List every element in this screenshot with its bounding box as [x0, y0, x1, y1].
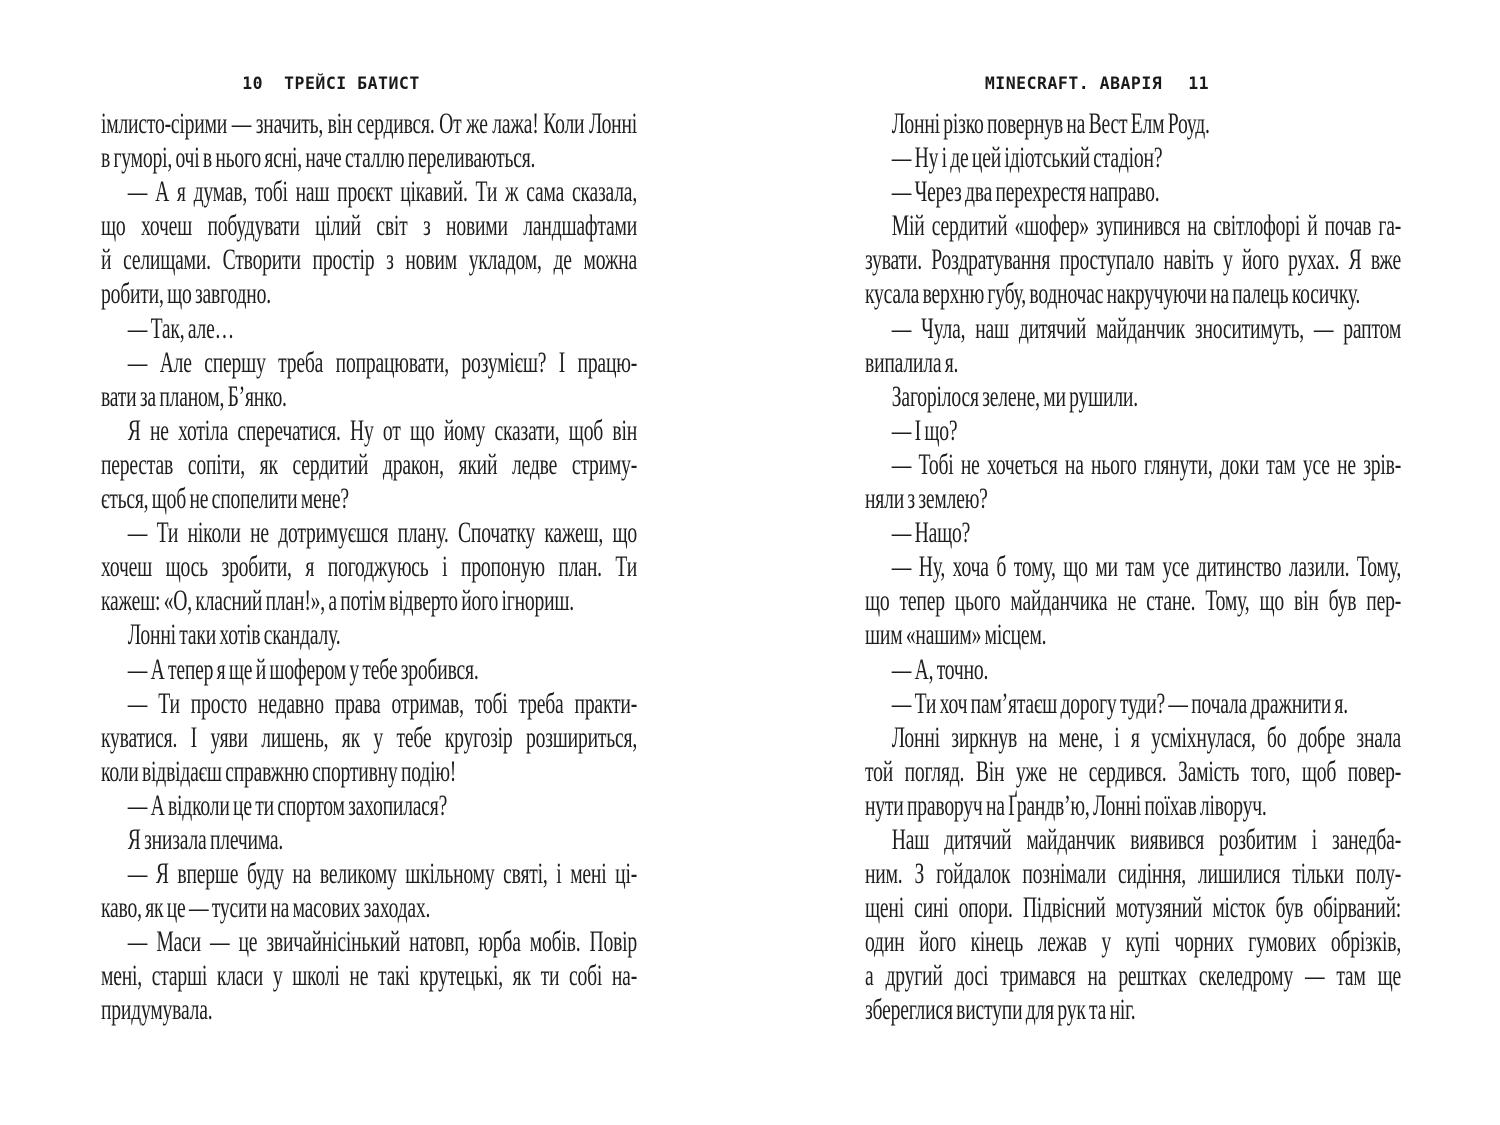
page-number-right: 11	[1188, 74, 1210, 93]
text-line: імлисто-сірими — значить, він сердився. От же лажа! Коли Лонні	[101, 107, 638, 140]
paragraph	[865, 380, 1401, 414]
text-line: Наш дитячий майданчик виявився розбитим і занедба-	[891, 822, 1402, 856]
paragraph	[101, 687, 637, 789]
text-line: зувати. Роздратування проступало навіть у його рухах. Я вже	[865, 243, 1402, 277]
text-line: Я не хотіла сперечатися. Ну от що йому сказати, щоб він	[127, 413, 638, 447]
text-line: шим «нашим» місцем.	[865, 618, 1047, 652]
text-line: вати за планом, Б’янко.	[101, 379, 287, 413]
text-line: куватися. І уяви лишень, як у тебе кругозір розшириться,	[101, 720, 638, 754]
text-line: — Нащо?	[891, 516, 971, 550]
paragraph	[101, 618, 637, 652]
page-text-left	[101, 107, 637, 1028]
paragraph	[101, 346, 637, 414]
text-line: Загорілося зелене, ми рушили.	[891, 379, 1138, 413]
text-line: й селищами. Створити простір з новим укладом, де можна	[101, 243, 638, 277]
text-line: мені, старші класи у школі не такі крутецькі, як ти собі на-	[101, 959, 638, 993]
text-line: Лонні зиркнув на мене, і я усміхнулася, бо добре знала	[891, 720, 1402, 754]
text-line: Лонні таки хотів скандалу.	[127, 618, 341, 652]
paragraph	[101, 653, 637, 687]
paragraph	[101, 516, 637, 618]
book-page-right	[750, 0, 1500, 1125]
text-line: няли з землею?	[865, 482, 988, 516]
page-text-right	[865, 107, 1401, 1028]
text-line: збереглися виступи для рук та ніг.	[865, 993, 1136, 1027]
paragraph	[865, 312, 1401, 380]
paragraph	[865, 550, 1401, 652]
paragraph	[865, 209, 1401, 311]
paragraph	[865, 516, 1401, 550]
text-line: — Ти просто недавно права отримав, тобі треба практи-	[127, 686, 638, 720]
text-line: — Через два перехрестя направо.	[891, 175, 1160, 209]
text-line: — Ну і де цей ідіотський стадіон?	[891, 141, 1163, 175]
text-line: ється, щоб не спопелити мене?	[101, 482, 349, 516]
text-line: — А відколи це ти спортом захопилася?	[127, 788, 448, 822]
paragraph	[865, 107, 1401, 141]
text-line: Я знизала плечима.	[127, 822, 284, 856]
page-number-left: 10	[242, 74, 264, 93]
text-line: — Я вперше буду на великому шкільному святі, і мені ці-	[127, 857, 638, 891]
text-line: кажеш: «О, класний план!», а потім відверто його ігнориш.	[101, 584, 575, 618]
paragraph	[865, 653, 1401, 687]
text-line: — Ти ніколи не дотримуєшся плану. Спочатку кажеш, що	[127, 516, 638, 550]
text-line: в гуморі, очі в нього ясні, наче сталлю переливаються.	[101, 141, 536, 175]
paragraph	[101, 107, 637, 175]
paragraph	[865, 141, 1401, 175]
text-line: — А я думав, тобі наш проєкт цікавий. Ти ж сама сказала,	[127, 175, 638, 209]
paragraph	[865, 414, 1401, 448]
running-title-author: ТРЕЙСІ БАТИСТ	[284, 74, 420, 93]
paragraph	[101, 857, 637, 925]
text-line: каво, як це — тусити на масових заходах.	[101, 891, 431, 925]
paragraph	[865, 721, 1401, 823]
text-line: — Але спершу треба попрацювати, розумієш? І працю-	[127, 345, 638, 379]
text-line: один його кінець лежав у купі чорних гумових обрізків,	[865, 925, 1402, 959]
text-line: — А тепер я ще й шофером у тебе зробився.	[127, 652, 479, 686]
text-line: — А, точно.	[891, 652, 989, 686]
text-line: випалила я.	[865, 345, 959, 379]
text-line: що хочеш побудувати цілий світ з новими ландшафтами	[101, 209, 638, 243]
text-line: що тепер цього майданчика не стане. Тому, що він був пер-	[865, 584, 1402, 618]
text-line: придумувала.	[101, 993, 213, 1027]
text-line: хочеш щось зробити, я погоджуюсь і пропоную план. Ти	[101, 550, 638, 584]
running-title-book: MINECRAFT. АВАРІЯ	[984, 74, 1163, 93]
text-line: а другий досі тримався на рештках скеледрому — там ще	[865, 959, 1402, 993]
paragraph	[865, 175, 1401, 209]
paragraph	[101, 823, 637, 857]
text-line: — Тобі не хочеться на нього глянути, доки там усе не зрів-	[891, 447, 1402, 481]
paragraph	[101, 414, 637, 516]
paragraph	[865, 687, 1401, 721]
text-line: Мій сердитий «шофер» зупинився на світлофорі й почав га-	[891, 209, 1402, 243]
paragraph	[865, 448, 1401, 516]
paragraph	[101, 175, 637, 311]
running-header-right	[722, 73, 1472, 94]
text-line: — І що?	[891, 413, 958, 447]
paragraph	[865, 823, 1401, 1028]
text-line: — Маси — це звичайнісінький натовп, юрба мобів. Повір	[127, 925, 638, 959]
text-line: робити, що завгодно.	[101, 277, 271, 311]
text-line: нути праворуч на Ґрандв’ю, Лонні поїхав ліворуч.	[865, 788, 1267, 822]
text-line: той погляд. Він уже не сердився. Замість того, щоб повер-	[865, 754, 1402, 788]
text-line: — Ну, хоча б тому, що ми там усе дитинство лазили. Тому,	[891, 550, 1402, 584]
text-line: — Ти хоч пам’ятаєш дорогу туди? — почала дражнити я.	[891, 686, 1348, 720]
paragraph	[101, 925, 637, 1027]
paragraph	[101, 312, 637, 346]
text-line: ним. З гойдалок познімали сидіння, лишилися тільки полу-	[865, 857, 1402, 891]
text-line: коли відвідаєш справжню спортивну подію!	[101, 754, 457, 788]
text-line: — Чула, наш дитячий майданчик зноситимуть, — раптом	[891, 311, 1402, 345]
running-header-left	[0, 73, 706, 94]
text-line: Лонні різко повернув на Вест Елм Роуд.	[891, 107, 1210, 140]
text-line: перестав сопіти, як сердитий дракон, який ледве стриму-	[101, 447, 638, 481]
text-line: щені сині опори. Підвісний мотузяний місток був обірваний:	[865, 891, 1402, 925]
text-line: — Так, але…	[127, 311, 235, 345]
text-line: кусала верхню губу, водночас накручуючи на палець косичку.	[865, 277, 1361, 311]
paragraph	[101, 789, 637, 823]
